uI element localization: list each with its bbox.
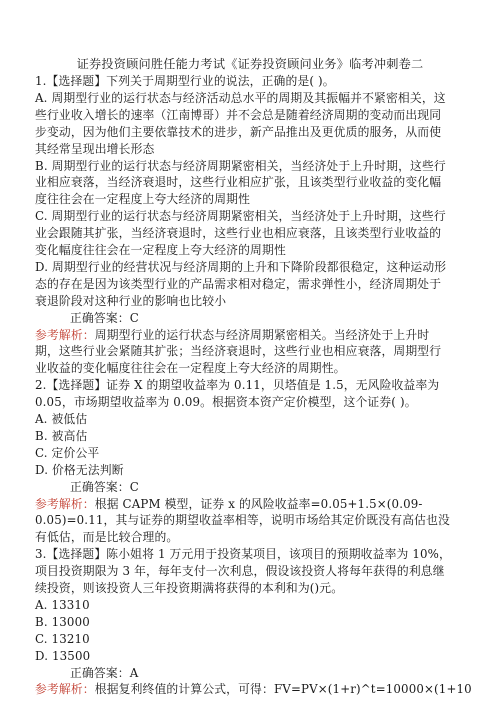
option-line: 业会跟随其扩张，当经济衰退时，这些行业也相应衰落，且该类型行业收益的 [35, 226, 442, 241]
option-line: 步变动，因为他们主要依靠技术的进步，新产品推出及更优质的服务，从而使 [35, 124, 442, 139]
reference-text: 根据 CAPM 模型，证券 x 的风险收益率=0.05+1.5×(0.09- [94, 496, 423, 511]
page-title: 证券投资顾问胜任能力考试《证券投资顾问业务》临考冲刺卷二 [76, 57, 424, 71]
reference-text: 周期型行业的运行状态与经济周期紧密相关。当经济处于上升时 [94, 327, 430, 342]
reference-text: 有低估，而是比较合理的。 [35, 530, 179, 545]
option-line: 态的存在是因为该类型行业的产品需求相对稳定，需求弹性小，经济周期处于 [35, 276, 442, 291]
option-line: C. 周期型行业的运行状态与经济周期紧密相关，当经济处于上升时期，这些行 [35, 209, 446, 224]
reference-label: 参考解析： [35, 327, 95, 342]
question-stem: 续投资，则该投资人三年投资期满将获得的本利和为()元。 [35, 581, 344, 595]
option-line: D. 13500 [35, 648, 91, 663]
reference-text: 0.05)=0.11，其与证券的期望收益率相等，说明市场给其定价既没有高估也没 [35, 513, 450, 528]
reference-explanation [35, 327, 429, 344]
option-line: D. 周期型行业的经营状况与经济周期的上升和下降阶段都很稳定，这种运动形 [35, 259, 447, 274]
correct-answer: 正确答案：C [70, 479, 139, 494]
correct-answer: 正确答案：A [70, 665, 139, 680]
option-line: A. 13310 [35, 597, 90, 612]
correct-answer: 正确答案：C [70, 310, 139, 325]
option-line: 其经常呈现出增长形态 [35, 141, 155, 156]
question-stem: 2.【选择题】证券 X 的期望收益率为 0.11，贝塔值是 1.5，无风险收益率为 [35, 378, 440, 393]
option-line: D. 价格无法判断 [35, 462, 124, 477]
question-stem: 0.05，市场期望收益率为 0.09。根据资本资产定价模型，这个证券( )。 [35, 395, 417, 410]
option-line: 业相应衰落，当经济衰退时，这些行业相应扩张，且该类型行业收益的变化幅 [35, 175, 442, 190]
reference-explanation [35, 681, 472, 698]
option-line: 些行业收入增长的速率（江南博哥）并不会总是随着经济周期的变动而出现同 [35, 107, 442, 122]
option-line: B. 被高估 [35, 428, 88, 443]
option-line: C. 定价公平 [35, 445, 100, 460]
option-line: C. 13210 [35, 631, 90, 646]
question-stem: 1.【选择题】下列关于周期型行业的说法，正确的是( )。 [35, 74, 335, 88]
question-stem: 项目投资期限为 3 年，每年支付一次利息，假设该投资人将每年获得的利息继 [35, 564, 445, 579]
option-line: A. 周期型行业的运行状态与经济活动总水平的周期及其振幅并不紧密相关，这 [35, 90, 446, 105]
question-stem: 3.【选择题】陈小姐将 1 万元用于投资某项目，该项目的预期收益率为 10%， [35, 547, 451, 562]
option-line: B. 13000 [35, 614, 90, 629]
reference-label: 参考解析： [35, 496, 95, 511]
reference-text: 期，这些行业会紧随其扩张；当经济衰退时，这些行业也相应衰落，周期型行 [35, 344, 442, 359]
option-line: A. 被低估 [35, 412, 88, 426]
option-line: 度往往会在一定程度上夸大经济的周期性 [35, 192, 251, 207]
reference-text: 业收益的变化幅度往往会在一定程度上夸大经济的周期性。 [35, 361, 346, 376]
option-line: 变化幅度往往会在一定程度上夸大经济的周期性 [35, 243, 286, 257]
option-line: B. 周期型行业的运行状态与经济周期紧密相关，当经济处于上升时期，这些行 [35, 158, 446, 173]
reference-text: 根据复利终值的计算公式，可得：FV=PV×(1+r)^t=10000×(1+10 [94, 682, 472, 697]
reference-label: 参考解析： [35, 682, 95, 697]
option-line: 衰退阶段对这种行业的影响也比较小 [35, 293, 227, 308]
reference-explanation [35, 496, 423, 513]
